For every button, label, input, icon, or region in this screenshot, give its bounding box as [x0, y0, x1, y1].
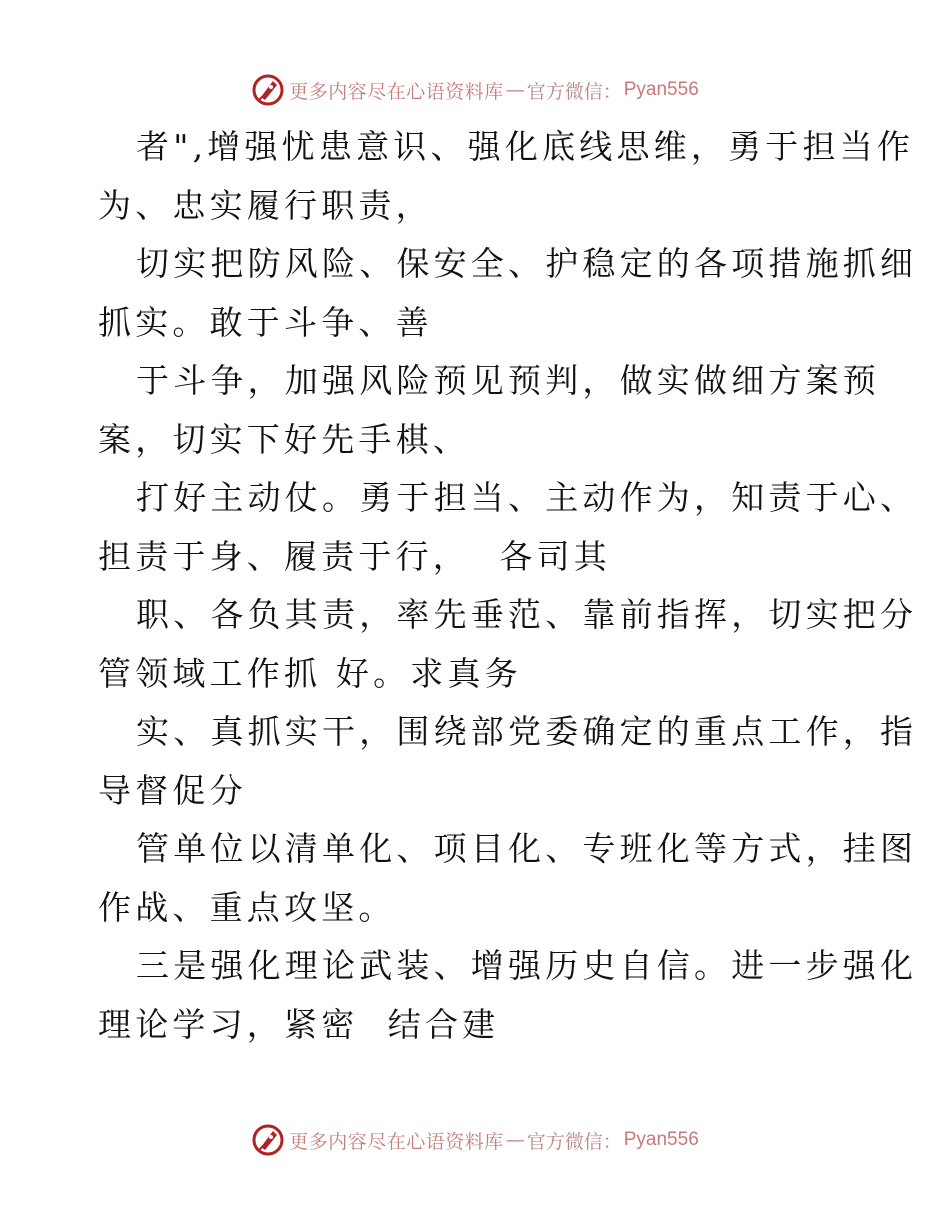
body-line: 打好主动仗。勇于担当、主动作为，知责于心、: [136, 478, 918, 517]
body-line: 管领域工作抓 好。求真务: [98, 653, 522, 693]
header-banner: [0, 68, 950, 112]
body-line: 者",增强忧患意识、强化底线思维，勇于担当作: [136, 127, 915, 166]
footer-banner: [0, 1118, 950, 1162]
header-brand-text: 更多内容尽在心语资料库: [289, 80, 504, 103]
header-dash: —: [505, 79, 525, 101]
body-line: 抓实。敢于斗争、善: [98, 302, 433, 342]
footer-wechat-label: 官方微信：: [526, 1130, 622, 1153]
body-line: 实、真抓实干，围绕部党委确定的重点工作，指: [136, 712, 918, 751]
body-line: 职、各负其责，率先垂范、靠前指挥，切实把分: [136, 595, 918, 634]
footer-wechat-id: Pyan556: [623, 1129, 699, 1150]
body-line: 案，切实下好先手棋、: [98, 419, 470, 459]
header-wechat-label: 官方微信：: [526, 80, 622, 103]
body-line: 担责于身、履责于行， 各司其: [98, 536, 611, 576]
body-line: 三是强化理论武装、增强历史自信。进一步强化: [136, 946, 918, 985]
body-line: 为、忠实履行职责，: [98, 185, 433, 225]
document-body: [98, 118, 918, 1054]
body-line: 理论学习，紧密 结合建: [98, 1004, 500, 1044]
body-line: 切实把防风险、保安全、护稳定的各项措施抓细: [136, 244, 918, 283]
footer-dash: —: [505, 1129, 525, 1151]
footer-brand-text: 更多内容尽在心语资料库: [289, 1130, 504, 1153]
body-line: 于斗争，加强风险预见预判，做实做细方案预: [136, 361, 880, 400]
body-line: 作战、重点攻坚。: [98, 887, 396, 927]
pen-nib-circle-icon: [251, 1123, 285, 1157]
body-line: 管单位以清单化、项目化、专班化等方式，挂图: [136, 829, 918, 868]
header-wechat-id: Pyan556: [623, 79, 699, 100]
body-line: 导督促分: [98, 770, 247, 810]
pen-nib-circle-icon: [251, 73, 285, 107]
